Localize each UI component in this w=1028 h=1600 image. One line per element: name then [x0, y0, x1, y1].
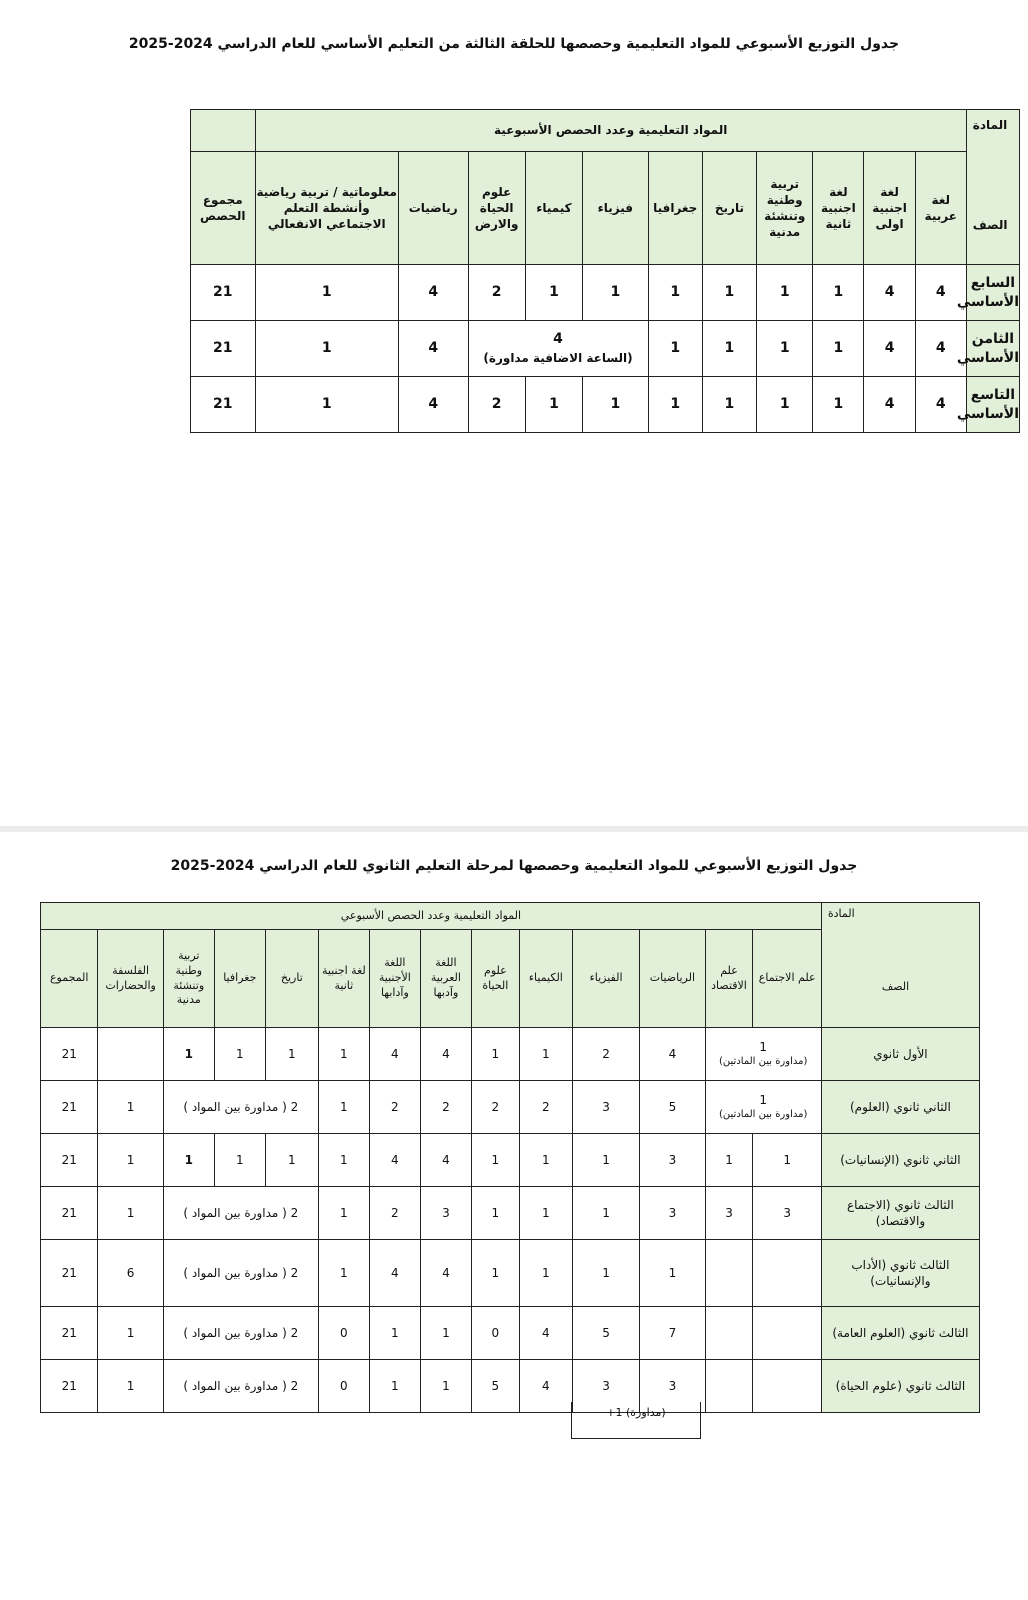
cell: 21	[191, 321, 256, 377]
col-geography: جغرافيا	[648, 152, 702, 265]
corner-header	[966, 110, 1019, 265]
cell: 5	[471, 1360, 519, 1413]
cell: 1	[705, 1134, 753, 1187]
secondary-education-table	[40, 902, 980, 1413]
corner-subject: المادة	[972, 117, 1008, 132]
col-chemistry: كيمياء	[525, 152, 582, 265]
cell: 1	[255, 265, 398, 321]
cell: 21	[41, 1028, 98, 1081]
corner-class: الصف	[881, 980, 910, 994]
cell: 4	[519, 1360, 572, 1413]
col-math: رياضيات	[398, 152, 468, 265]
col-life-sciences: علوم الحياة والارض	[468, 152, 525, 265]
cell: 3	[640, 1360, 705, 1413]
socecon-cell	[705, 1028, 821, 1081]
col-foreign-2: لغة اجنبية ثانية	[813, 152, 864, 265]
cell: 1	[318, 1134, 369, 1187]
cell: 4	[640, 1028, 705, 1081]
empty-header	[191, 110, 256, 152]
cell: 4	[420, 1134, 471, 1187]
cell: 1	[318, 1081, 369, 1134]
col-total: المجموع	[41, 930, 98, 1028]
cell	[705, 1360, 753, 1413]
cell: 1	[648, 377, 702, 433]
table-row	[191, 321, 1020, 377]
cell: 1	[648, 321, 702, 377]
row-label: الثاني ثانوي (العلوم)	[821, 1081, 979, 1134]
top-table-title: جدول التوزيع الأسبوعي للمواد التعليمية وحصصها للحلقة الثالثة من التعليم الأساسي للعام الدراسي 2024-2025	[128, 36, 900, 52]
row-label: الثاني ثانوي (الإنسانيات)	[821, 1134, 979, 1187]
cell: 1	[318, 1240, 369, 1307]
cell: 0	[471, 1307, 519, 1360]
cell: 1	[757, 377, 813, 433]
cell: 1	[525, 377, 582, 433]
cell: 1	[702, 265, 756, 321]
cell: 1	[813, 265, 864, 321]
table-row	[41, 1134, 980, 1187]
row-label: السابع الأساسي	[966, 265, 1019, 321]
cell: 1	[420, 1307, 471, 1360]
cell	[705, 1307, 753, 1360]
table-row	[41, 1081, 980, 1134]
row-label: الثالث ثانوي (الاجتماع والاقتصاد)	[821, 1187, 979, 1240]
row-label: الأول ثانوي	[821, 1028, 979, 1081]
cell: 1	[813, 321, 864, 377]
cell: 5	[640, 1081, 705, 1134]
rotation-cell: 2 ( مداورة بين المواد )	[163, 1307, 318, 1360]
cell: 21	[41, 1081, 98, 1134]
cell: 1	[525, 265, 582, 321]
cell: 2	[572, 1028, 639, 1081]
merged-value: 4	[553, 330, 563, 347]
cell	[705, 1240, 753, 1307]
cell: 3	[572, 1081, 639, 1134]
cell: 6	[98, 1240, 163, 1307]
cell: 4	[369, 1134, 420, 1187]
cell: 3	[640, 1134, 705, 1187]
cell: 1	[214, 1028, 265, 1081]
cell: 1	[318, 1028, 369, 1081]
cell: 3	[572, 1360, 639, 1413]
cell: 1	[98, 1187, 163, 1240]
cell: 1	[420, 1360, 471, 1413]
cell: 1	[757, 321, 813, 377]
col-history: تاريخ	[265, 930, 318, 1028]
cell: 1	[640, 1240, 705, 1307]
cell: 21	[191, 265, 256, 321]
row-label: الثامن الأساسي	[966, 321, 1019, 377]
table-row	[41, 1240, 980, 1307]
cell: 21	[41, 1240, 98, 1307]
cell: 21	[41, 1360, 98, 1413]
col-arabic: اللغة العربية وآدبها	[420, 930, 471, 1028]
cell: 4	[398, 321, 468, 377]
col-physics: فيزياء	[583, 152, 648, 265]
cell: 2	[519, 1081, 572, 1134]
cell	[753, 1307, 821, 1360]
cell: 1	[572, 1187, 639, 1240]
cell: 4	[420, 1240, 471, 1307]
cell: 1	[519, 1134, 572, 1187]
cell: 4	[915, 321, 966, 377]
col-arabic: لغة عربية	[915, 152, 966, 265]
cell: 1	[702, 377, 756, 433]
cell: 4	[369, 1240, 420, 1307]
rotation-cell: 2 ( مداورة بين المواد )	[163, 1240, 318, 1307]
cell: 2	[420, 1081, 471, 1134]
cell: 1	[519, 1240, 572, 1307]
col-geography: جغرافيا	[214, 930, 265, 1028]
col-physics: الفيزياء	[572, 930, 639, 1028]
cell: 1	[214, 1134, 265, 1187]
col-foreign-1: لغة اجنبية اولى	[864, 152, 915, 265]
col-sociology: علم الاجتماع	[753, 930, 821, 1028]
row-label: التاسع الأساسي	[966, 377, 1019, 433]
cell: 21	[191, 377, 256, 433]
cell: 3	[640, 1187, 705, 1240]
row-label: الثالث ثانوي (علوم الحياة)	[821, 1360, 979, 1413]
cell: 4	[369, 1028, 420, 1081]
col-history: تاريخ	[702, 152, 756, 265]
cell: 4	[398, 377, 468, 433]
cell: 1	[369, 1307, 420, 1360]
cell: 2	[468, 265, 525, 321]
group-header: المواد التعليمية وعدد الحصص الأسبوعي	[41, 903, 822, 930]
rotation-cell: 2 ( مداورة بين المواد )	[163, 1187, 318, 1240]
cell: 1	[583, 265, 648, 321]
cell: 1	[519, 1187, 572, 1240]
cell: 1	[519, 1028, 572, 1081]
cell: 4	[915, 265, 966, 321]
table-row	[41, 1360, 980, 1413]
group-header: المواد التعليمية وعدد الحصص الأسبوعية	[255, 110, 966, 152]
cell: 2	[369, 1187, 420, 1240]
corner-header	[821, 903, 979, 1028]
cell: 1	[255, 377, 398, 433]
merged-science-cell	[468, 321, 648, 377]
cell: 1	[471, 1187, 519, 1240]
cell: 1	[813, 377, 864, 433]
rotation-cell: 2 ( مداورة بين المواد )	[163, 1360, 318, 1413]
cell: 1	[471, 1240, 519, 1307]
lower-page	[0, 832, 1028, 1600]
cell: 2	[468, 377, 525, 433]
cell: 1	[163, 1134, 214, 1187]
rotation-note: (مداورة بين المادتين)	[719, 1109, 808, 1121]
cell: 7	[640, 1307, 705, 1360]
cell: 2	[369, 1081, 420, 1134]
rotation-note: (مداورة بين المادتين)	[719, 1056, 808, 1068]
cell: 1	[98, 1307, 163, 1360]
cell: 4	[915, 377, 966, 433]
table-row	[191, 265, 1020, 321]
col-math: الرياضيات	[640, 930, 705, 1028]
cell	[98, 1028, 163, 1081]
col-foreign-2: لغة اجنبية ثانية	[318, 930, 369, 1028]
cell-value: 1	[759, 1093, 767, 1108]
cell: 0	[318, 1307, 369, 1360]
corner-subject: المادة	[827, 907, 855, 920]
cell: 21	[41, 1187, 98, 1240]
corner-class: الصف	[972, 218, 1008, 233]
cell: 1	[583, 377, 648, 433]
cell	[753, 1360, 821, 1413]
cell: 4	[420, 1028, 471, 1081]
col-foreign: اللغة الأجنبية وآدابها	[369, 930, 420, 1028]
table-row	[41, 1028, 980, 1081]
cell: 1	[572, 1134, 639, 1187]
table-row	[41, 1187, 980, 1240]
col-chemistry: الكيمياء	[519, 930, 572, 1028]
cell: 4	[864, 377, 915, 433]
cell: 4	[398, 265, 468, 321]
cell: 4	[864, 321, 915, 377]
cell: 5	[572, 1307, 639, 1360]
table-row	[41, 1307, 980, 1360]
cell: 2	[471, 1081, 519, 1134]
cell: 1	[265, 1028, 318, 1081]
col-it-sports: معلوماتية / تربية رياضية وأنشطة التعلم الاجتماعي الانفعالي	[255, 152, 398, 265]
cell: 3	[420, 1187, 471, 1240]
col-civics: تربية وطنية وتنشئة مدنية	[163, 930, 214, 1028]
cell: 21	[41, 1307, 98, 1360]
cell: 1	[471, 1028, 519, 1081]
cell: 3	[753, 1187, 821, 1240]
cell: 1	[98, 1134, 163, 1187]
cell: 1	[163, 1028, 214, 1081]
cell: 1	[753, 1134, 821, 1187]
cell	[753, 1240, 821, 1307]
col-civics: تربية وطنية وتنشئة مدنية	[757, 152, 813, 265]
basic-education-table	[190, 109, 1020, 433]
cell: 1	[757, 265, 813, 321]
row-label: الثالث ثانوي (الأداب والإنسانيات)	[821, 1240, 979, 1307]
table-row	[191, 377, 1020, 433]
cell: 0	[318, 1360, 369, 1413]
row-label: الثالث ثانوي (العلوم العامة)	[821, 1307, 979, 1360]
cell: 4	[864, 265, 915, 321]
cell-value: 1	[759, 1040, 767, 1055]
cell: 1	[98, 1360, 163, 1413]
cell: 1	[98, 1081, 163, 1134]
footnote-box: (مداورة) 1+	[571, 1402, 701, 1439]
cell: 1	[572, 1240, 639, 1307]
col-economics: علم الاقتصاد	[705, 930, 753, 1028]
cell: 1	[318, 1187, 369, 1240]
cell: 1	[265, 1134, 318, 1187]
rotation-cell: 2 ( مداورة بين المواد )	[163, 1081, 318, 1134]
col-philosophy: الفلسفة والحضارات	[98, 930, 163, 1028]
col-total: مجموع الحصص	[191, 152, 256, 265]
cell: 21	[41, 1134, 98, 1187]
cell: 4	[519, 1307, 572, 1360]
cell: 3	[705, 1187, 753, 1240]
cell: 1	[369, 1360, 420, 1413]
cell: 1	[255, 321, 398, 377]
bottom-table-title: جدول التوزيع الأسبوعي للمواد التعليمية وحصصها لمرحلة التعليم الثانوي للعام الدراسي 2024-2025	[170, 858, 858, 874]
cell: 1	[702, 321, 756, 377]
merged-note: (الساعة الاضافية مداورة)	[483, 350, 633, 365]
socecon-cell	[705, 1081, 821, 1134]
cell: 1	[471, 1134, 519, 1187]
col-life-sciences: علوم الحياة	[471, 930, 519, 1028]
cell: 1	[648, 265, 702, 321]
